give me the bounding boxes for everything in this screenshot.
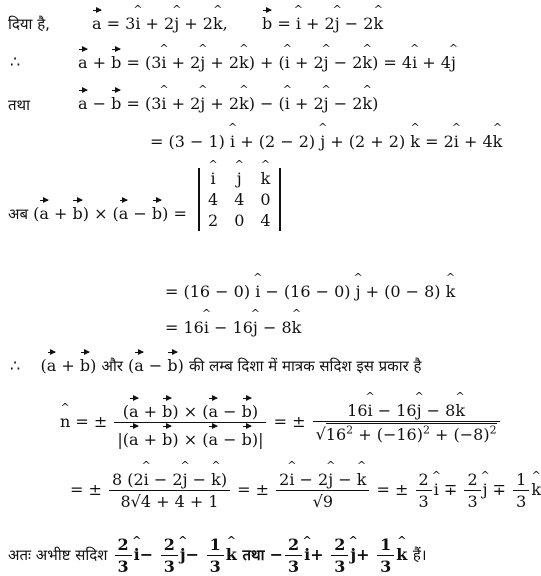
- det-cell: 4: [260, 211, 271, 230]
- difference-simplified: = (3 − 1) ^ i + (2 − 2) ^ j + (2 + 2) ^ k = 2^ i + 4^ k: [150, 132, 502, 151]
- and-label: तथा: [8, 96, 31, 114]
- det-cell: 0: [234, 211, 245, 230]
- final-label: अतः अभीष्ट सदिश: [8, 546, 108, 564]
- n-hat-simplified: = ± $\frac{8 (2\^{} i - 2\^{} j - \^{} k)}{8√4 + 4 + 1}$ = ± $\frac{2\^{} i - 2\^{} j - \^{} k}{√9}$ = ± $\frac{2}{3}$ ^ i ∓ $\frac{2}{3}$ ^ j ∓ $\frac{1}{3}$ ^ k: [70, 470, 541, 511]
- det-cell: ^ i: [211, 169, 216, 188]
- difference-line: [8, 95, 30, 115]
- det-cell: 4: [208, 190, 219, 209]
- vector-b-definition: b = ^ i + 2^ j − 2^ k: [262, 8, 383, 33]
- unit-vector-statement: ∴ (a + b) और (a − b) की लम्ब दिशा में मात्रक सदिश इस प्रकार है: [10, 350, 421, 376]
- therefore-symbol: ∴: [10, 356, 21, 375]
- aur-text: और: [101, 357, 123, 375]
- difference-equation: a − b = (3^ i + 2^ j + 2^ k) − (^ i + 2^ j − 2^ k): [78, 88, 378, 113]
- and-text: तथा: [242, 546, 265, 564]
- expansion-line: = (16 − 0) ^ i − (16 − 0) ^ j + (0 − 8) ^ k: [165, 282, 455, 301]
- end-text: हैं।: [412, 546, 427, 564]
- cross-product-line: अब (a + b) × (a − b) =: [8, 198, 187, 224]
- therefore-symbol: ∴: [10, 52, 21, 71]
- det-cell: ^ k: [261, 169, 271, 188]
- det-cell: 2: [208, 211, 219, 230]
- final-answer: अतः अभीष्ट सदिश $\frac{2}{3}$ ^ i− $\frac{2}{3}$ ^ j− $\frac{1}{3}$ ^ k तथा − $\frac{2}{3}$ ^ i+ $\frac{2}{3}$ ^ j+ $\frac{1}{3}$ ^ k हैं।: [8, 535, 427, 576]
- det-cell: 4: [234, 190, 245, 209]
- sum-line: [10, 52, 20, 71]
- vector-a-definition: a = 3^ i + 2^ j + 2^ k,: [92, 8, 228, 33]
- statement-text: की लम्ब दिशा में मात्रक सदिश इस प्रकार है: [189, 357, 422, 375]
- fraction-factored: $\frac{8 (2\^{} i - 2\^{} j - \^{} k)}{8√4 + 4 + 1}$: [109, 470, 230, 511]
- sum-equation: a + b = (3^ i + 2^ j + 2^ k) + (^ i + 2^ j − 2^ k) = 4^ i + 4^ j: [78, 47, 456, 72]
- fraction-cross-over-magnitude: $\frac{(a + b) \times (a - b)}{|(a + b) \times (a - b)|}$: [114, 396, 266, 449]
- given-line: [8, 14, 50, 34]
- fraction-numeric: $\frac{16\^{} i - 16\^{} j - 8\^{} k}{√16^2 + (-16)^2 + (-8)^2}$: [313, 401, 500, 443]
- det-cell: ^ j: [237, 169, 242, 188]
- n-hat-formula: ^ n = ± $\frac{(a + b) \times (a - b)}{|(a + b) \times (a - b)|}$ = ± $\frac{16\^{} i - 16\^{} j - 8\^{} k}{√16^2 + (-16)^2 + (-8)^2}$: [60, 396, 502, 449]
- cross-result: = 16^ i − 16^ j − 8^ k: [165, 318, 301, 337]
- now-label: अब: [8, 205, 29, 223]
- det-cell: 0: [260, 190, 271, 209]
- determinant: [198, 168, 281, 231]
- given-label: दिया है,: [8, 15, 50, 33]
- fraction-reduced: $\frac{2\^{} i - 2\^{} j - \^{} k}{√9}$: [276, 470, 369, 511]
